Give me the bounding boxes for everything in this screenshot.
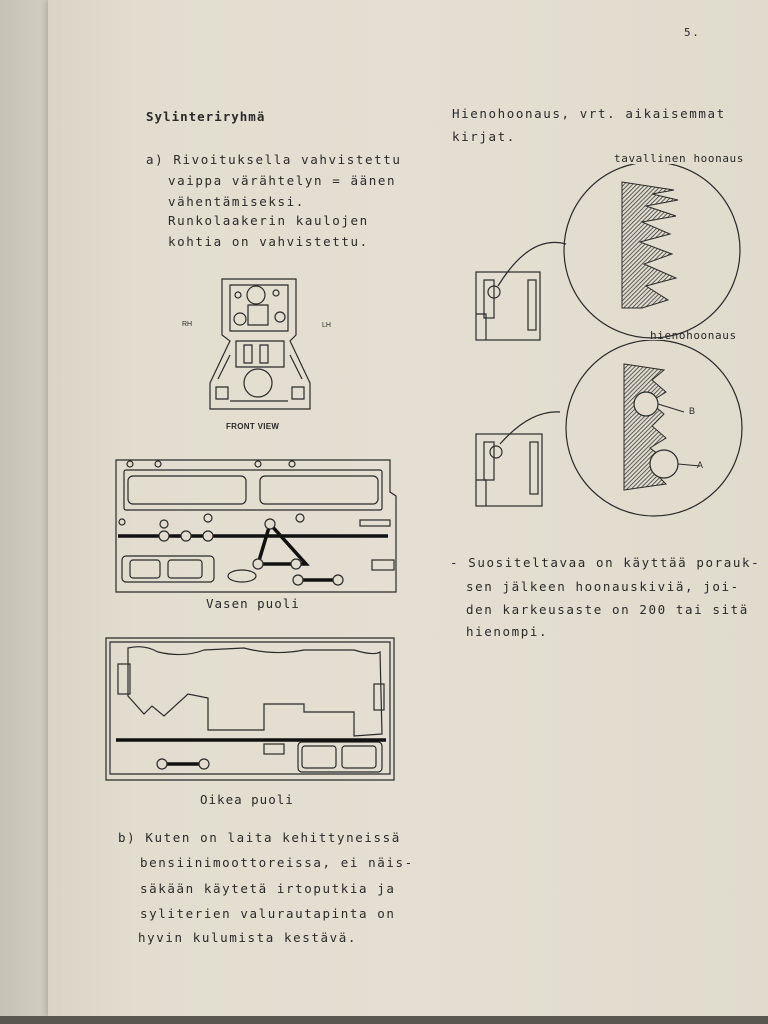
left-side-caption: Vasen puoli — [206, 596, 300, 611]
item-a-line-4: Runkolaakerin kaulojen — [168, 213, 369, 228]
callout-a: A — [697, 460, 704, 470]
note-line-2: sen jälkeen hoonauskiviä, joi- — [466, 579, 740, 594]
diagram2-label: hienohoonaus — [650, 329, 737, 342]
honing-diagram-1 — [470, 164, 750, 344]
intro-line-1: Hienohoonaus, vrt. aikaisemmat — [452, 106, 726, 121]
note-line-1: - Suositeltavaa on käyttää porauk- — [450, 555, 761, 570]
item-b-line-2: bensiinimoottoreissa, ei näis- — [140, 855, 414, 870]
left-side-drawing — [110, 456, 400, 596]
intro-line-2: kirjat. — [452, 129, 516, 144]
item-b-line-4: syliterien valurautapinta on — [140, 906, 396, 921]
right-side-drawing — [104, 634, 396, 782]
right-side-caption: Oikea puoli — [200, 792, 294, 807]
item-a-line-2: vaippa värähtelyn = äänen — [168, 173, 397, 188]
bottom-edge — [0, 1016, 768, 1024]
note-line-3: den karkeusaste on 200 tai sitä — [466, 602, 749, 617]
lh-label: LH — [322, 322, 331, 329]
front-view-drawing — [200, 275, 320, 415]
item-b-line-1: b) Kuten on laita kehittyneissä — [118, 830, 401, 845]
honing-diagram-2 — [470, 340, 760, 520]
item-a-line-3: vähentämiseksi. — [168, 194, 305, 209]
item-b-line-5: hyvin kulumista kestävä. — [138, 930, 358, 945]
note-line-4: hienompi. — [466, 624, 549, 639]
front-view-caption: FRONT VIEW — [226, 422, 280, 431]
diagram1-label: tavallinen hoonaus — [614, 152, 745, 165]
rh-label: RH — [182, 321, 193, 328]
item-a-line-1: a) Rivoituksella vahvistettu — [146, 152, 402, 167]
callout-b: B — [689, 406, 696, 416]
item-b-line-3: säkään käytetä irtoputkia ja — [140, 881, 396, 896]
section-heading: Sylinteriryhmä — [146, 109, 266, 124]
page-number: 5. — [684, 26, 701, 39]
item-a-line-5: kohtia on vahvistettu. — [168, 234, 369, 249]
